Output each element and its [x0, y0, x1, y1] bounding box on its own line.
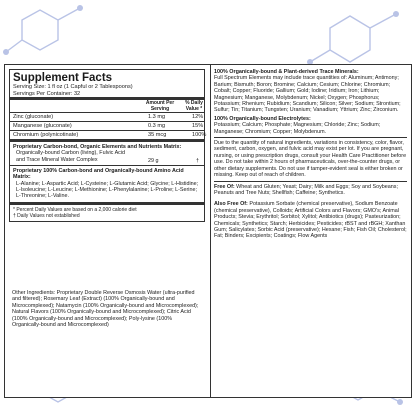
supplement-facts-title: Supplement Facts: [13, 72, 113, 84]
footnote-dagger: † Daily Values not established: [13, 212, 80, 219]
free-of-list: Wheat and Gluten; Yeast; Dairy; Milk and Eggs; Soy and Soybeans; Peanuts and Tree Nuts; Shellfish; Caffeine; Synthetics.: [214, 183, 398, 196]
nutrient-amount: 1.3 mg: [148, 114, 166, 121]
nutrient-name: Chromium (polynicotinate): [13, 132, 79, 139]
nutrient-row: [10, 113, 204, 121]
carbon-matrix-title: Proprietary Carbon-bond, Organic Elements and Nutrients Matrix:: [13, 144, 182, 151]
amino-acid-section: [10, 166, 204, 201]
other-ingredients: Other Ingredients: Proprietary Double Reverse Osmosis Water (ultra-purified and filtered); Rosemary Leaf (Extract) (100% Organically-bound and Microcomplexed); Natamycin (100% Organically-bound and Microcomplexed); Natural Flavors (100% Organically-bound and Microcomplexed); Citric Acid (100% Organically-bound and Microcomplexed); Poly-lysine (100% Organically-bound and Microcomplexed): [12, 290, 199, 329]
also-free-of-title: Also Free Of:: [214, 201, 248, 208]
warning-section: Due to the quantity of natural ingredients, variations in consistency, color, flavor, sediment, carbon, oxygen, and fulvic acid may exist per lot. If you are pregnant, nursing, or using prescription drugs, consult your Health Care Practitioner before use. Do not take within 2 hours of pharmaceuticals, over-the-counter drugs, or other dietary supplements. Do not use if tamper-evident seal is either broken or missing. Keep out of reach of children.: [214, 140, 407, 179]
supplement-facts-column: [5, 65, 211, 397]
supplement-facts-box: [9, 69, 205, 222]
ingredients-info-column: [210, 65, 411, 397]
nutrient-amount: 0.3 mg: [148, 123, 166, 130]
carbon-matrix-dv: †: [196, 158, 199, 165]
nutrient-dv: 15%: [192, 123, 204, 130]
electrolytes-list: Potassium; Calcium; Phosphate; Magnesium; Chloride; Zinc; Sodium; Manganese; Chromium; Copper; Molybdenum.: [214, 122, 381, 135]
carbon-matrix-section: [10, 142, 204, 165]
also-free-of-section: [210, 198, 411, 241]
serving-size: Serving Size: 1 fl oz (1 Capful or 2 Tablespoons): [13, 84, 133, 90]
free-of-section: [210, 182, 411, 199]
servings-per-container: Servings Per Container: 32: [13, 90, 81, 97]
supplement-label-panel: [4, 64, 412, 398]
free-of-title: Free Of:: [214, 183, 235, 190]
electrolytes-title: 100% Organically-bound Electrolytes:: [214, 115, 311, 122]
daily-value-header: % Daily Value *: [185, 100, 203, 112]
nutrient-dv: 100%: [192, 132, 207, 139]
amino-acid-list: L-Alanine; L-Aspartic Acid; L-Cysteine; L-Glutamic Acid; Glycine; L-Histidine; L-Isoleucine; L-Leucine; L-Methionine; L-Phenylalanine; L-Proline; L-Serine; L-Threonine; L-Valine.: [16, 180, 199, 200]
nutrient-dv: 12%: [192, 114, 204, 121]
nutrient-row: [10, 131, 207, 139]
amino-acid-title: Proprietary 100% Carbon-bond and Organically-bound Amino Acid Matrix:: [13, 168, 184, 181]
nutrient-row: [10, 122, 204, 130]
trace-minerals-section: [210, 65, 411, 137]
carbon-matrix-desc: Organically-bound Carbon (living), Fulvic Acid and Trace Mineral Water Complex: [16, 150, 126, 163]
nutrient-name: Manganese (gluconate): [13, 123, 72, 130]
footnotes: [10, 205, 204, 221]
footnote-dv: * Percent Daily Values are based on a 2,000 calorie diet: [13, 206, 137, 213]
carbon-matrix-amount: 29 g: [148, 158, 159, 165]
trace-minerals-list: Full Spectrum Elements may include trace quantities of: Aluminum; Antimony; Barium; Bismuth; Boron; Bromine; Calcium; Cesium; Chlorine; Chromium; Cobalt; Copper; Fluoride; Gallium; Gold; Iodine; Iridium; Iron; Lithium; Magnesium; Manganese, Molybdenum; Nickel; Oxygen; Phosphorus; Potassium; Rhenium; Rubidium; Scandium; Silicon; Silver; Sodium; Strontium; Sulfur; Tin; Titanium; Tungsten; Uranium; Vanadium; Yttrium; Zinc; Zirconium.: [214, 75, 401, 114]
column-headers: [10, 100, 204, 112]
amount-header: Amount Per Serving: [145, 100, 175, 112]
nutrient-amount: 35 mcg: [148, 132, 167, 139]
trace-minerals-title: 100% Organically-bound & Plant-derived Trace Minerals:: [214, 69, 359, 75]
nutrient-name: Zinc (gluconate): [13, 114, 54, 121]
also-free-of-list: Potassium Sorbate (chemical preservative), Sodium Benzoate (chemical preservative), Colloids; Artificial Colors and Flavors; GMO's; Animal Products; Stevia; Erythritol; Sorbitol; Xylitol; Antibiotics (drugs); Pasteurization; Chemicals; Synthetics; Starch; Herbicides; Pesticides; rBST and rBGH; Xanthan Gum; Salicylates; Sorbic Acid (preservative); Hexane; Fish; Fish Oil; Cholesterol; Fat; Binders; Excipients; Coatings; Flow Agents: [214, 201, 407, 240]
